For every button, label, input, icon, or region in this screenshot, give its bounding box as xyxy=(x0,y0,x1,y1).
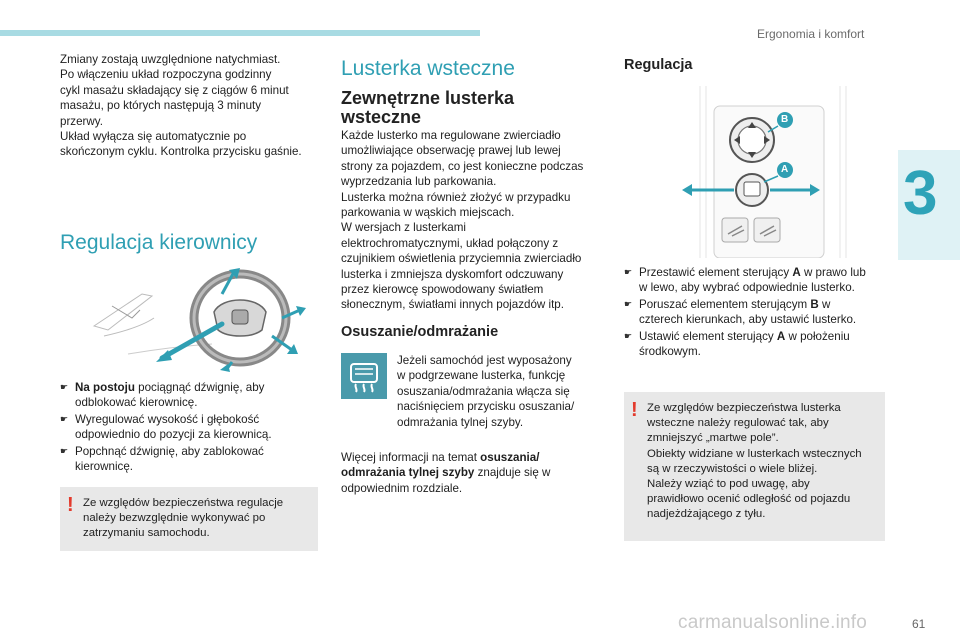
list-item xyxy=(60,412,322,443)
defrost-line: naciśnięciem przycisku osuszania/ xyxy=(397,400,575,414)
warning-icon: ! xyxy=(67,494,74,516)
steering-heading: Regulacja kierownicy xyxy=(60,231,258,254)
subheading-line: wsteczne xyxy=(341,107,422,127)
list-item xyxy=(624,297,892,328)
massage-intro xyxy=(60,52,330,160)
step-text: Popchnąć dźwignię, aby zablokować xyxy=(75,444,264,458)
rear-defrost-icon xyxy=(341,353,387,399)
mirrors-body xyxy=(341,128,609,313)
defrost-text xyxy=(397,353,607,430)
warning-line: Ze względów bezpieczeństwa lusterka xyxy=(647,402,841,414)
page-number: 61 xyxy=(912,617,926,631)
bullet-arrow-icon: ☛ xyxy=(624,330,633,341)
more-info-bold: osuszania/ xyxy=(480,451,540,464)
warning-line: wsteczne należy regulować tak, aby xyxy=(647,417,829,430)
step-text: Przestawić element sterujący xyxy=(639,266,793,279)
warning-line: nadjeżdżającego z tyłu. xyxy=(647,508,766,521)
body-line: parkowania w wąskich miejscach. xyxy=(341,206,515,220)
control-letter: A xyxy=(776,329,786,343)
chapter-number: 3 xyxy=(903,159,938,228)
top-accent-bar xyxy=(0,30,480,36)
adjustment-steps xyxy=(624,265,892,360)
warning-line: Obiekty widziane w lusterkach wstecznych xyxy=(647,447,862,460)
label-b: B xyxy=(781,114,789,125)
body-line: przez kierowcę spowodowany światłem xyxy=(341,283,544,297)
step-text: w prawo lub xyxy=(800,266,866,279)
more-info-line xyxy=(341,450,603,465)
step-text: czterech kierunkach, aby ustawić lusterko. xyxy=(639,313,857,327)
warning-icon: ! xyxy=(631,399,638,421)
list-item xyxy=(60,444,322,475)
more-info xyxy=(341,450,603,496)
bullet-arrow-icon: ☛ xyxy=(60,413,69,424)
adjustment-heading: Regulacja xyxy=(624,57,693,73)
defrost-line: osuszania/odmrażania włącza się xyxy=(397,384,570,398)
body-line: W wersjach z lusterkami xyxy=(341,221,466,235)
step-text: w lewo, aby wybrać odpowiednie lusterko. xyxy=(639,281,855,295)
label-a: A xyxy=(781,164,789,175)
mirror-warning-box xyxy=(624,392,885,541)
list-item xyxy=(60,380,322,411)
intro-line: Układ wyłącza się automatycznie po xyxy=(60,130,247,144)
warning-line: Ze względów bezpieczeństwa regulacje xyxy=(83,497,284,509)
step-text: w xyxy=(818,297,831,311)
steering-steps xyxy=(60,380,322,475)
intro-line: cykl masażu składający się z ciągów 6 minut xyxy=(60,83,289,97)
warning-line: zatrzymaniu samochodu. xyxy=(83,527,210,540)
bullet-arrow-icon: ☛ xyxy=(60,445,69,456)
body-line: czujnikiem oświetlenia przyciemnia zwierciadło xyxy=(341,252,582,266)
more-info-bold: odmrażania tylnej szyby xyxy=(341,466,475,480)
list-item xyxy=(624,329,892,360)
warning-line: należy bezwzględnie wykonywać po xyxy=(83,512,266,525)
step-text: Poruszać elementem sterującym xyxy=(639,297,811,311)
step-text: Wyregulować wysokość i głębokość xyxy=(75,412,260,426)
step-text: kierownicę. xyxy=(75,460,133,474)
more-info-text: Więcej informacji na temat xyxy=(341,451,481,464)
defrost-line: w podgrzewane lusterka, funkcję xyxy=(397,369,566,383)
body-line: Lusterka można również złożyć w przypadku xyxy=(341,190,571,204)
body-line: słonecznym, światłami innych pojazdów itp. xyxy=(341,298,564,312)
mirrors-main-heading: Lusterka wsteczne xyxy=(341,57,515,80)
step-text: w położeniu xyxy=(785,329,850,343)
step-text: odblokować kierownicę. xyxy=(75,396,198,410)
step-text: Ustawić element sterujący xyxy=(639,329,777,343)
warning-line: prawidłowo ocenić odległość od pojazdu xyxy=(647,493,851,506)
intro-line: przerwy. xyxy=(60,114,103,128)
steering-warning-box xyxy=(60,487,318,551)
defrost-heading: Osuszanie/odmrażanie xyxy=(341,324,499,340)
step-text: odpowiednio do pozycji za kierownicą. xyxy=(75,428,272,442)
mirror-control-illustration xyxy=(680,86,866,258)
section-title: Ergonomia i komfort xyxy=(757,27,865,41)
body-line: wyprzedzania lub parkowania. xyxy=(341,175,497,189)
watermark: carmanualsonline.info xyxy=(678,612,868,633)
body-line: strony za pojazdem, co jest konieczne podczas xyxy=(341,159,584,173)
intro-line: masażu, po których następują 3 minuty xyxy=(60,99,262,113)
more-info-text: znajduje się w xyxy=(474,466,551,480)
body-line: lusterka i zmniejsza dyskomfort odczuwany xyxy=(341,267,564,281)
bullet-arrow-icon: ☛ xyxy=(624,298,633,309)
more-info-line: odpowiednim rozdziale. xyxy=(341,481,463,495)
body-line: elektrochromatycznymi, układ połączony z xyxy=(341,236,559,250)
step-text: środkowym. xyxy=(639,345,701,359)
intro-line: Zmiany zostają uwzględnione natychmiast. xyxy=(60,53,281,66)
body-line: Każde lusterko ma regulowane zwierciadło xyxy=(341,129,561,142)
subheading-line: Zewnętrzne lusterka xyxy=(341,88,515,108)
defrost-line: Jeżeli samochód jest wyposażony xyxy=(397,354,572,367)
control-letter: A xyxy=(792,266,801,279)
step-text: pociągnąć dźwignię, aby xyxy=(134,381,265,394)
intro-line: skończonym cyklu. Kontrolka przycisku gaśnie. xyxy=(60,145,302,159)
defrost-block xyxy=(341,353,603,429)
steering-wheel-illustration xyxy=(82,266,314,374)
bullet-arrow-icon: ☛ xyxy=(624,267,633,277)
defrost-line: odmrażania tylnej szyby. xyxy=(397,415,524,429)
bullet-arrow-icon: ☛ xyxy=(60,382,69,392)
mirrors-subheading xyxy=(341,89,603,127)
warning-line: zmniejszyć „martwe pole”. xyxy=(647,432,779,445)
more-info-line xyxy=(341,465,603,480)
warning-line: są w rzeczywistości o wiele bliżej. xyxy=(647,462,818,475)
control-letter: B xyxy=(810,297,819,311)
warning-line: Należy wziąć to pod uwagę, aby xyxy=(647,478,810,491)
bold-phrase: Na postoju xyxy=(75,381,135,394)
body-line: umożliwiające obserwację prawej lub lewej xyxy=(341,144,561,158)
list-item xyxy=(624,265,892,296)
intro-line: Po włączeniu układ rozpoczyna godzinny xyxy=(60,68,272,82)
